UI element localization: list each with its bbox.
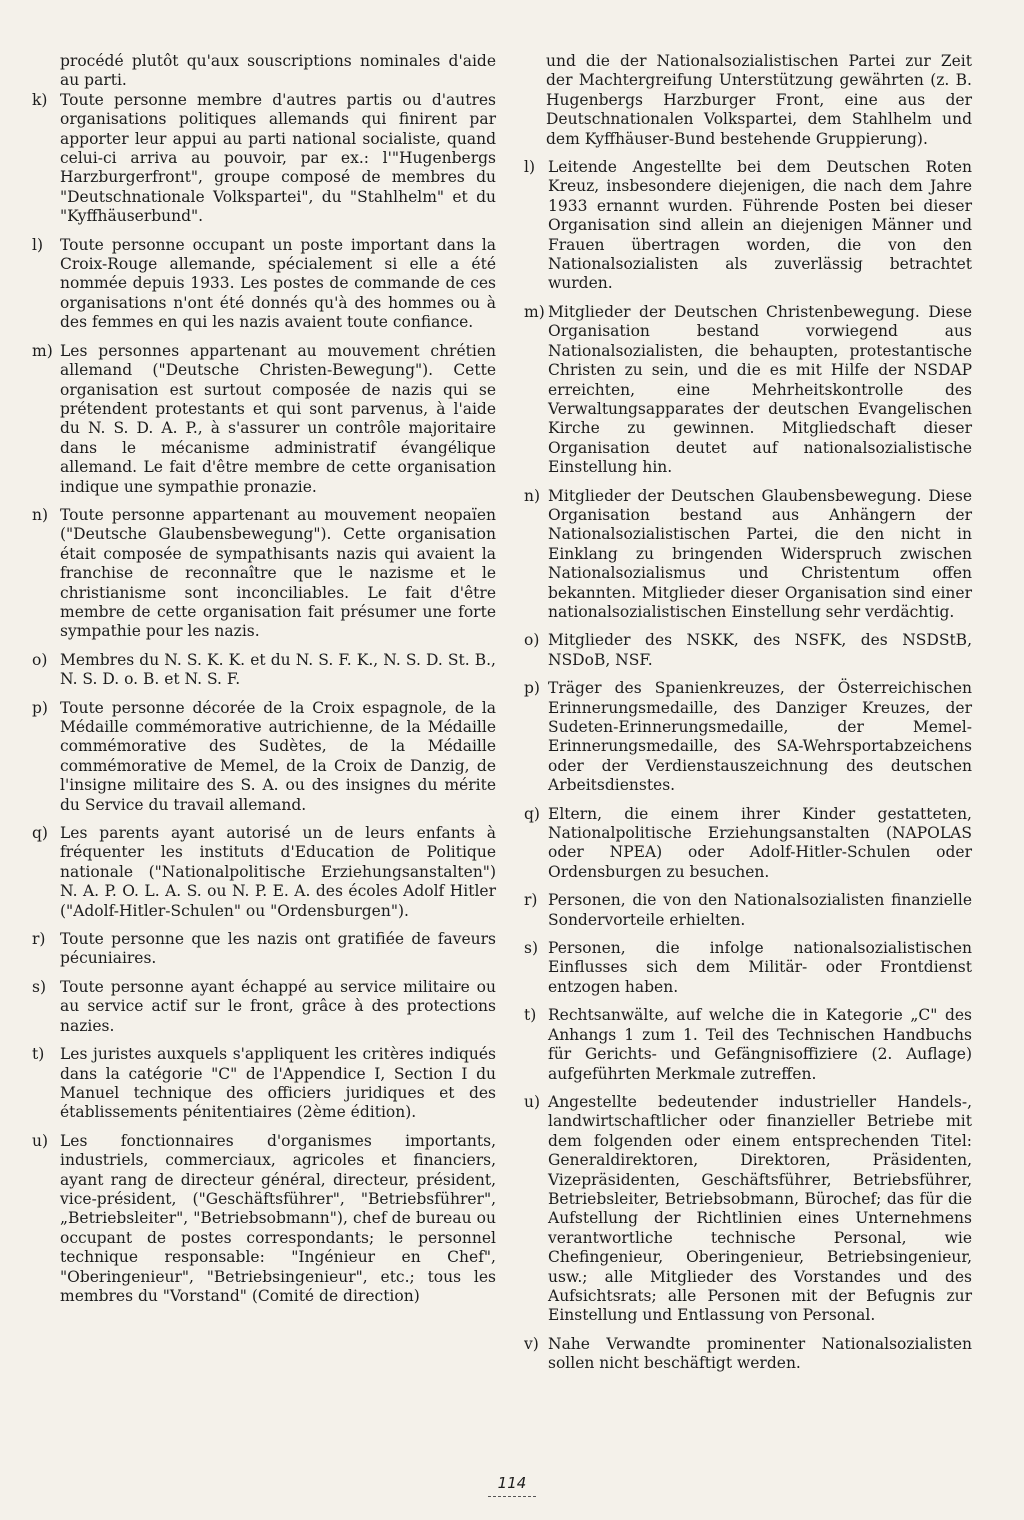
right-item-p	[522, 679, 972, 795]
item-text: Mitglieder des NSKK, des NSFK, des NSDStB, NSDoB, NSF.	[548, 631, 972, 669]
item-marker: u)	[32, 1131, 49, 1150]
item-text: Mitglieder der Deutschen Christenbewegung. Diese Organisation bestand vorwiegend aus Nationalsozialisten, die behaupten, protestantische Christen zu sein, und die es mit Hilfe der NSDAP erreichten, eine Mehrheitskontrolle des Verwaltungsapparates der deutschen Evangelischen Kirche zu gewinnen. Mitgliedschaft dieser Organisation deutet auf nationalsozialistische Einstellung hin.	[548, 302, 972, 477]
left-item-n	[30, 506, 496, 642]
item-text: Nahe Verwandte prominenter Nationalsozialisten sollen nicht beschäftigt werden.	[548, 1334, 972, 1373]
item-marker: m)	[32, 341, 53, 360]
item-marker: n)	[32, 505, 49, 524]
item-text: Membres du N. S. K. K. et du N. S. F. K., N. S. D. St. B., N. S. D. o. B. et N. S. F.	[60, 650, 496, 689]
item-text: Personen, die infolge nationalsozialistischen Einflusses sich dem Militär- oder Frontdienst entzogen haben.	[548, 939, 972, 996]
right-item-l	[522, 158, 972, 294]
left-item-k	[30, 91, 496, 227]
left-item-s	[30, 978, 496, 1036]
item-text: Leitende Angestellte bei dem Deutschen Roten Kreuz, insbesondere diejenigen, die nach dem Jahre 1933 ernannt wurden. Führende Posten bei dieser Organisation sind allein an diejenigen Männer und Frauen übertragen worden, die von den Nationalsozialisten als zuverlässig betrachtet wurden.	[548, 158, 972, 293]
item-marker: s)	[32, 977, 47, 996]
item-text: Les personnes appartenant au mouvement chrétien allemand ("Deutsche Christen-Bewegung"). Cette organisation est surtout composée de nazis qui se prétendent protestants et qui sont parvenus, à l'aide du N. S. D. A. P., à s'assurer un contrôle majoritaire dans le mécanisme administratif évangélique allemand. Le fait d'être membre de cette organisation indique une sympathie pronazie.	[60, 341, 496, 496]
item-marker: s)	[524, 939, 539, 958]
item-text: Toute personne appartenant au mouvement neopaïen ("Deutsche Glaubensbewegung"). Cette organisation était composée de sympathisants nazis qui avaient la franchise de reconnaître que le nazisme et le christianisme sont inconciliables. Le fait d'être membre de cette organisation fait présumer une forte sympathie pour les nazis.	[60, 505, 496, 641]
item-text: Toute personne décorée de la Croix espagnole, de la Médaille commémorative autrichienne, de la Médaille commémorative des Sudètes, de la Médaille commémorative de Memel, de la Croix de Danzig, de l'insigne militaire des S. A. ou des insignes du mérite du Service du travail allemand.	[60, 698, 496, 814]
item-text: Les fonctionnaires d'organismes importants, industriels, commerciaux, agricoles et financiers, ayant rang de directeur général, directeur, président, vice-président, ("Geschäftsführer", "Betriebsführer", „Betriebsleiter", "Betriebsobmann"), chef de bureau ou occupant de postes correspondants; le personnel technique responsable: "Ingénieur en Chef", "Oberingenieur", "Betriebsingenieur", etc.; tous les membres du "Vorstand" (Comité de direction)	[60, 1131, 496, 1305]
item-text: Mitglieder der Deutschen Glaubensbewegung. Diese Organisation bestand aus Anhängern der Nationalsozialistischen Partei, die den nicht in Einklang zu bringenden Widerspruch zwischen Nationalsozialismus und Christentum offen bekannten. Mitglieder dieser Organisation sind einer nationalsozialistischen Einstellung sehr verdächtig.	[548, 486, 972, 621]
right-item-q	[522, 805, 972, 883]
item-marker: n)	[524, 486, 541, 505]
item-marker: p)	[524, 679, 540, 698]
item-text: Toute personne que les nazis ont gratifiée de faveurs pécuniaires.	[60, 930, 496, 968]
right-item-u	[522, 1093, 972, 1326]
item-text: Toute personne ayant échappé au service militaire ou au service actif sur le front, grâce à des protections nazies.	[60, 977, 496, 1035]
item-marker: r)	[524, 891, 538, 910]
right-item-r	[522, 891, 972, 930]
left-item-u	[30, 1132, 496, 1307]
right-item-s	[522, 939, 972, 997]
page-number: 114	[497, 1474, 527, 1492]
left-column	[30, 52, 496, 1315]
left-item-r	[30, 930, 496, 969]
left-item-o	[30, 651, 496, 690]
left-item-t	[30, 1045, 496, 1123]
item-marker: o)	[524, 631, 540, 650]
item-marker: t)	[524, 1006, 537, 1025]
item-text: Les juristes auxquels s'appliquent les critères indiqués dans la catégorie "C" de l'Appendice I, Section I du Manuel technique des officiers juridiques et des établissements pénitentiaires (2ème édition).	[60, 1045, 496, 1122]
item-marker: r)	[32, 930, 46, 949]
left-item-l	[30, 236, 496, 333]
item-text: Les parents ayant autorisé un de leurs enfants à fréquenter les instituts d'Education de Politique nationale ("Nationalpolitische Erziehungsanstalten") N. A. P. O. L. A. S. ou N. P. E. A. des écoles Adolf Hitler ("Adolf-Hitler-Schulen" ou "Ordensburgen").	[60, 824, 496, 920]
left-item-q	[30, 824, 496, 921]
item-marker: q)	[32, 824, 48, 843]
left-intro-paragraph: procédé plutôt qu'aux souscriptions nominales d'aide au parti.	[60, 52, 496, 90]
item-text: Rechtsanwälte, auf welche die in Kategorie „C" des Anhangs 1 zum 1. Teil des Technischen Handbuchs für Gerichts- und Gefängnisoffiziere (2. Auflage) aufgeführten Merkmale zutreffen.	[548, 1006, 972, 1083]
item-marker: l)	[32, 235, 44, 254]
item-text: Träger des Spanienkreuzes, der Österreichischen Erinnerungsmedaille, des Danziger Kreuzes, der Sudeten-Erinnerungsmedaille, der Memel-Erinnerungsmedaille, des SA-Wehrsportabzeichens oder der Verdienstauszeichnung des deutschen Arbeitsdienstes.	[548, 679, 972, 795]
item-text: Personen, die von den Nationalsozialisten finanzielle Sondervorteile erhielten.	[548, 891, 972, 929]
item-marker: q)	[524, 804, 540, 823]
item-marker: m)	[524, 302, 545, 321]
right-item-v	[522, 1335, 972, 1374]
right-intro-paragraph: und die der Nationalsozialistischen Partei zur Zeit der Machtergreifung Unterstützung gewährten (z. B. Hugenbergs Harzburger Front, eine aus der Deutschnationalen Volkspartei, dem Stahlhelm und dem Kyffhäuser-Bund bestehende Gruppierung).	[546, 52, 972, 148]
item-text: Angestellte bedeutender industrieller Handels-, landwirtschaftlicher oder finanzieller Betriebe mit dem folgenden oder einem entsprechenden Titel: Generaldirektoren, Direktoren, Präsidenten, Vizepräsidenten, Geschäftsführer, Betriebsführer, Betriebsleiter, Betriebsobmann, Bürochef; das für die Aufstellung der Richtlinien eines Unternehmens verantwortliche technische Personal, wie Chefingenieur, Oberingenieur, Betriebsingenieur, usw.; alle Mitglieder des Vorstandes und des Aufsichtsrats; alle Personen mit der Befugnis zur Einstellung und Entlassung von Personal.	[548, 1092, 972, 1325]
right-item-n	[522, 487, 972, 623]
right-item-t	[522, 1006, 972, 1084]
item-marker: l)	[524, 158, 536, 177]
item-marker: u)	[524, 1092, 541, 1111]
item-marker: t)	[32, 1045, 45, 1064]
item-marker: k)	[32, 90, 48, 109]
item-text: Eltern, die einem ihrer Kinder gestatteten, Nationalpolitische Erziehungsanstalten (NAPOLAS oder NPEA) oder Adolf-Hitler-Schulen oder Ordensburgen zu besuchen.	[548, 804, 972, 881]
left-item-m	[30, 342, 496, 497]
left-item-p	[30, 699, 496, 815]
right-item-o	[522, 631, 972, 670]
right-item-m	[522, 303, 972, 478]
right-column	[522, 52, 972, 1383]
item-marker: v)	[524, 1334, 539, 1353]
item-marker: p)	[32, 698, 48, 717]
page-number-rule	[488, 1496, 536, 1497]
item-text: Toute personne occupant un poste important dans la Croix-Rouge allemande, spécialement si elle a été nommée depuis 1933. Les postes de commande de ces organisations n'ont été donnés qu'à des hommes ou à des femmes en qui les nazis avaient toute confiance.	[60, 235, 496, 332]
item-text: Toute personne membre d'autres partis ou d'autres organisations politiques allemands qui finirent par apporter leur appui au parti national socialiste, quand celui-ci arriva au pouvoir, par ex.: l'"Hugenbergs Harzburgerfront", groupe composé de membres du "Deutschnationale Volkspartei", du "Stahlhelm" et du "Kyffhäuserbund".	[60, 90, 496, 226]
item-marker: o)	[32, 650, 48, 669]
